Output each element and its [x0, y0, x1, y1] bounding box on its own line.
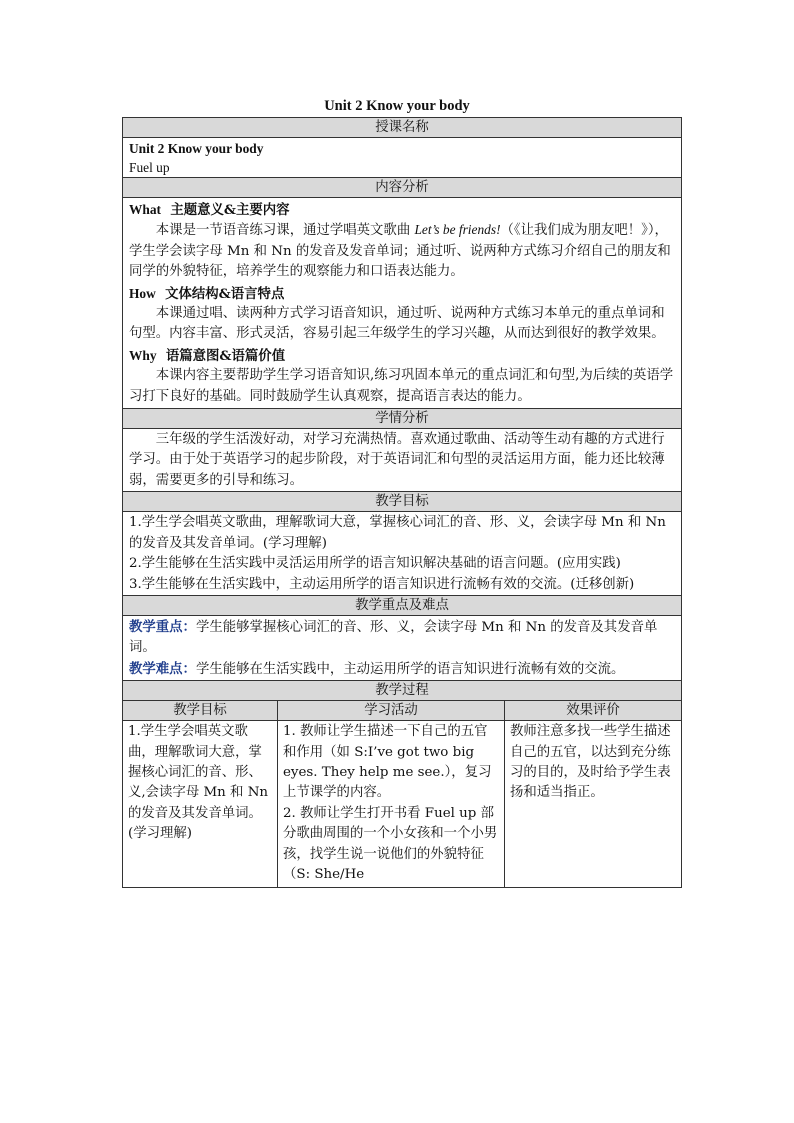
key-points-cell	[123, 615, 682, 680]
column-header-goal: 教学目标	[123, 701, 278, 721]
focus-label: 教学重点：	[129, 618, 196, 635]
process-goal-cell: 1.学生学会唱英文歌曲，理解歌词大意，掌握核心词汇的音、形、义,会读字母 Mn 和 Nn 的发音及其发音单词。(学习理解)	[123, 721, 278, 888]
column-header-activity: 学习活动	[278, 701, 505, 721]
table-row	[123, 721, 682, 888]
teaching-focus: 教学重点：学生能够掌握核心词汇的音、形、义，会读字母 Mn 和 Nn 的发音及其发音单词。	[129, 618, 658, 656]
activity-step: 2. 教师让学生打开书看 Fuel up 部分歌曲周围的一个小女孩和一个小男孩，找学生说一说他们的外貌特征（S: She/He	[283, 805, 498, 882]
process-evaluation-cell: 教师注意多找一些学生描述自己的五官，以达到充分练习的目的，及时给予学生表扬和适当指正。	[505, 721, 682, 888]
objective-item: 1.学生学会唱英文歌曲，理解歌词大意，掌握核心词汇的音、形、义，会读字母 Mn 和 Nn 的发音及其发音单词。(学习理解)	[129, 515, 666, 551]
section-header-course-name: 授课名称	[123, 118, 682, 138]
section-header-student-analysis: 学情分析	[123, 409, 682, 429]
teaching-difficulty: 教学难点：学生能够在生活实践中，主动运用所学的语言知识进行流畅有效的交流。	[129, 660, 625, 677]
content-analysis-cell	[123, 198, 682, 409]
how-paragraph: 本课通过唱、读两种方式学习语音知识，通过听、说两种方式练习本单元的重点单词和句型。内容丰富、形式灵活，容易引起三年级学生的学习兴趣，从而达到很好的教学效果。	[129, 306, 665, 342]
what-paragraph: 本课是一节语音练习课，通过学唱英文歌曲 Let’s be friends!（《让我们成为朋友吧！》），学生学会读字母 Mn 和 Nn 的发音及发音单词；通过听、说两种方式练习介绍自己的朋友和同学的外貌特征，培养学生的观察能力和口语表达能力。	[129, 222, 671, 280]
why-heading: Why 语篇意图&语篇价值	[129, 347, 286, 364]
course-subtitle: Fuel up	[129, 160, 170, 175]
student-analysis-cell	[123, 429, 682, 492]
song-title: Let’s be friends!	[414, 222, 501, 238]
section-header-content-analysis: 内容分析	[123, 178, 682, 198]
why-paragraph: 本课内容主要帮助学生学习语音知识,练习巩固本单元的重点词汇和句型,为后续的英语学习打下良好的基础。同时鼓励学生认真观察，提高语言表达的能力。	[129, 368, 674, 404]
course-name-cell	[123, 138, 682, 178]
column-header-evaluation: 效果评价	[505, 701, 682, 721]
how-heading: How 文体结构&语言特点	[129, 285, 285, 302]
course-title: Unit 2 Know your body	[129, 141, 264, 156]
objective-item: 2.学生能够在生活实践中灵活运用所学的语言知识解决基础的语言问题。(应用实践)	[129, 556, 621, 572]
lesson-plan-table	[122, 117, 682, 888]
student-analysis-paragraph: 三年级的学生活泼好动，对学习充满热情。喜欢通过歌曲、活动等生动有趣的方式进行学习。由于处于英语学习的起步阶段，对于英语词汇和句型的灵活运用方面，能力还比较薄弱，需要更多的引导和练习。	[129, 432, 665, 488]
section-header-key-points: 教学重点及难点	[123, 595, 682, 615]
what-heading: What 主题意义&主要内容	[129, 202, 290, 218]
difficulty-label: 教学难点：	[129, 660, 196, 677]
process-activity-cell	[278, 721, 505, 888]
document-title: Unit 2 Know your body	[324, 98, 470, 114]
section-header-objectives: 教学目标	[123, 492, 682, 512]
activity-step: 1. 教师让学生描述一下自己的五官和作用（如 S:I’ve got two big eyes. They help me see.），复习上节课学的内容。	[283, 724, 492, 801]
objective-item: 3.学生能够在生活实践中，主动运用所学的语言知识进行流畅有效的交流。(迁移创新)	[129, 576, 635, 592]
objectives-cell	[123, 512, 682, 596]
section-header-process: 教学过程	[123, 681, 682, 701]
